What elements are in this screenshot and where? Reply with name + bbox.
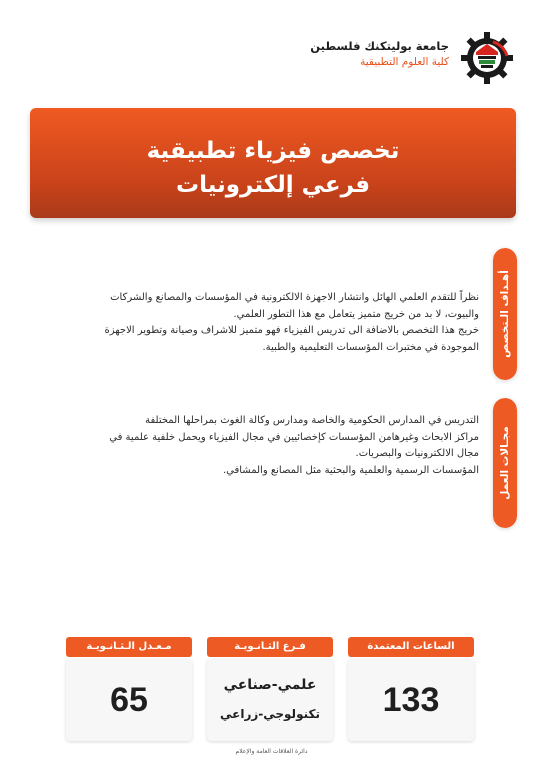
side-tab-goals-label: أهـداف الـتخصص [499,270,511,358]
fields-line: مجال الالكترونيات والبصريات. [355,448,479,459]
secondary-average-value: 65 [110,681,148,719]
goals-paragraph [39,290,479,356]
fields-line: مراكز الابحاث وغيرهامن المؤسسات كإخصائيين في مجال الفيزياء ويحمل خلفية علمية في [109,431,479,443]
fields-paragraph [39,413,479,479]
banner-subtitle: فرعي إلكترونيات [175,172,371,198]
secondary-branch-title: فـرع الثـانـويـة [207,637,333,657]
secondary-average-card [66,637,192,741]
secondary-branch-line2: تكنولوجي-زراعي [220,707,320,721]
secondary-branch-line1: علمي-صناعي [223,677,317,693]
goals-line: نظراً للتقدم العلمي الهائل وانتشار الاجهزة الالكترونية في المؤسسات والمصانع والشركات [110,292,479,303]
side-tab-goals [493,248,517,380]
banner-title: تخصص فيزياء تطبيقية [146,138,400,164]
credit-hours-title: الساعات المعتمدة [348,637,474,657]
fields-line: التدريس في المدارس الحكومية والخاصة ومدارس وكالة الغوث بمراحلها المختلفة [145,415,479,426]
university-name: جامعة بوليتكنك فلسطين [310,39,449,53]
college-name: كلية العلوم التطبيقية [360,56,449,68]
credit-hours-value: 133 [382,681,440,719]
secondary-branch-card [207,637,333,741]
side-tab-fields-label: مجـالات العمل [499,426,511,500]
fields-line: المؤسسات الرسمية والعلمية والبحثية مثل المصانع والمشافي. [222,464,479,476]
goals-line: الموجودة في مختبرات المؤسسات التعليمية والطبية. [262,341,479,353]
university-title-block [310,38,449,70]
goals-line: خريج هذا التخصص بالاضافة الى تدريس الفيزياء فهو متميز للاشراف وصيانة وتطوير الاجهزة [104,325,479,336]
credit-hours-card [348,637,474,741]
goals-line: والبيوت، لا بد من خريج متميز يتعامل مع هذا التطور العلمي. [233,308,479,320]
side-tab-fields [493,398,517,528]
footer-credit: دائرة العلاقات العامة والإعلام [235,748,308,755]
header [310,30,515,90]
title-banner [30,108,516,218]
secondary-average-title: مـعـدل الـثـانـويـة [66,637,192,657]
university-logo-icon [459,30,515,86]
